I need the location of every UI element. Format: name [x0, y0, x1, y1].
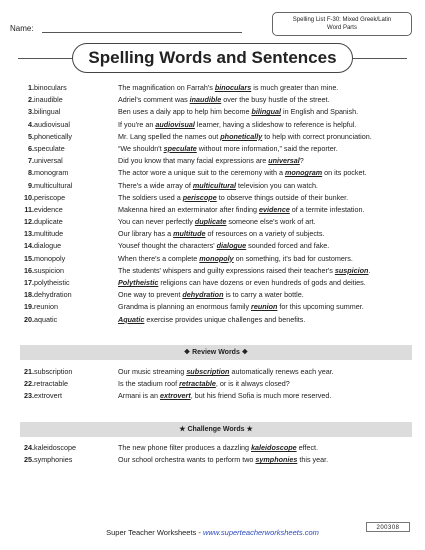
- sentence-keyword: Aquatic: [118, 314, 145, 324]
- sentence-after: , or is it always closed?: [215, 379, 290, 389]
- spelling-word: evidence: [34, 204, 63, 214]
- sentence-keyword: symphonies: [255, 455, 298, 465]
- spelling-list-subtitle: Word Parts: [327, 25, 357, 31]
- word-number: 21.: [24, 367, 34, 376]
- word-number: 23.: [24, 391, 34, 401]
- spelling-word: aquatic: [34, 314, 58, 324]
- sentence-keyword: audiovisual: [155, 119, 195, 129]
- sentence-after: this year.: [297, 455, 329, 465]
- sentence-after: on something, it's bad for customers.: [233, 253, 353, 263]
- spelling-word: extrovert: [34, 391, 62, 401]
- sentence-keyword: multicultural: [192, 180, 237, 190]
- worksheet-code: 200308: [366, 522, 410, 532]
- word-row: [20, 240, 412, 252]
- sentence-keyword: suspicion: [334, 265, 369, 275]
- word-number: 12.: [24, 217, 34, 227]
- review-word-list: [20, 366, 412, 403]
- spelling-word: polytheistic: [34, 278, 70, 287]
- word-row: [20, 204, 412, 216]
- sentence-before: Our library has a: [118, 229, 174, 239]
- sentence-before: Grandma is planning an enormous family: [118, 302, 252, 312]
- spelling-word: reunion: [34, 302, 58, 312]
- word-row: [20, 106, 412, 118]
- sentence-before: The new phone filter produces a dazzling: [118, 443, 252, 452]
- sentence-keyword: Polytheistic: [118, 278, 159, 287]
- word-number: 10.: [24, 192, 34, 202]
- spelling-word: monopoly: [34, 253, 66, 263]
- sentence-after: without more information,” said the reporter.: [196, 143, 338, 153]
- word-row: [20, 390, 412, 402]
- sentence-keyword: reunion: [251, 302, 278, 312]
- example-sentence: [118, 143, 338, 155]
- sentence-after: on its pocket.: [322, 168, 367, 178]
- sentence-after: , but his friend Sofia is much more reserved.: [190, 391, 332, 401]
- spelling-word: universal: [34, 156, 63, 166]
- word-number: 25.: [24, 455, 34, 465]
- sentence-before: “We shouldn't: [118, 143, 164, 153]
- example-sentence: [118, 131, 372, 143]
- word-row: [20, 442, 412, 454]
- example-sentence: [118, 228, 325, 240]
- example-sentence: [118, 442, 318, 454]
- spelling-word: symphonies: [34, 455, 73, 465]
- sentence-after: learner, having a slideshow to reference is helpful.: [194, 119, 357, 129]
- spelling-word: suspicion: [34, 265, 64, 275]
- name-line: [42, 32, 242, 33]
- sentence-keyword: inaudible: [189, 95, 222, 105]
- sentence-before: Our school orchestra wants to perform two: [118, 455, 256, 465]
- word-row: [20, 314, 412, 326]
- word-number: 22.: [24, 379, 34, 389]
- sentence-after: is much greater than mine.: [251, 83, 339, 92]
- title-rule-left: [18, 58, 74, 59]
- sentence-keyword: multitude: [173, 229, 206, 239]
- sentence-before: The soldiers used a: [118, 192, 183, 202]
- word-row: [20, 143, 412, 155]
- example-sentence: [118, 253, 353, 265]
- spelling-word: multitude: [34, 229, 64, 239]
- sentence-after: is to carry a water bottle.: [223, 290, 304, 300]
- word-row: [20, 454, 412, 466]
- example-sentence: [118, 119, 356, 131]
- spelling-word: subscription: [34, 367, 73, 376]
- word-number: 19.: [24, 302, 34, 312]
- sentence-after: ?: [299, 156, 304, 166]
- example-sentence: [118, 155, 304, 167]
- sentence-keyword: extrovert: [159, 391, 191, 401]
- example-sentence: [118, 265, 370, 277]
- sentence-after: of a termite infestation.: [289, 204, 365, 214]
- spelling-word: speculate: [34, 143, 65, 153]
- sentence-keyword: dehydration: [182, 290, 224, 300]
- word-number: 16.: [24, 265, 34, 275]
- sentence-after: effect.: [296, 443, 319, 452]
- sentence-keyword: subscription: [186, 367, 230, 376]
- sentence-before: Did you know that many facial expressions are: [118, 156, 269, 166]
- word-row: [20, 289, 412, 301]
- footer-site-link[interactable]: www.superteacherworksheets.com: [202, 528, 319, 537]
- spelling-word: monogram: [34, 168, 69, 178]
- example-sentence: [118, 94, 330, 106]
- spelling-word: bilingual: [34, 107, 61, 117]
- challenge-words-header: ★ Challenge Words ★: [20, 422, 412, 437]
- sentence-after: in English and Spanish.: [281, 107, 359, 117]
- sentence-before: When there's a complete: [118, 253, 200, 263]
- page-title: Spelling Words and Sentences: [72, 43, 353, 73]
- sentence-keyword: speculate: [163, 143, 197, 153]
- sentence-after: religions can have dozens or even hundreds of gods and deities.: [158, 278, 366, 287]
- word-number: 13.: [24, 229, 34, 239]
- sentence-before: Is the stadium roof: [118, 379, 180, 389]
- sentence-before: Adriel's comment was: [118, 95, 190, 105]
- sentence-before: Armani is an: [118, 391, 160, 401]
- word-number: 17.: [24, 278, 34, 287]
- word-row: [20, 94, 412, 106]
- spelling-list-box: [272, 12, 412, 36]
- sentence-before: There's a wide array of: [118, 180, 193, 190]
- example-sentence: [118, 240, 329, 252]
- sentence-before: Yousef thought the characters': [118, 241, 217, 251]
- word-number: 11.: [24, 204, 34, 214]
- sentence-before: The students' whispers and guilty expressions raised their teacher's: [118, 265, 335, 275]
- sentence-before: Ben uses a daily app to help him become: [118, 107, 252, 117]
- word-row: [20, 277, 412, 289]
- sentence-before: Makenna hired an exterminator after finding: [118, 204, 260, 214]
- spelling-word: binoculars: [34, 83, 67, 92]
- footer-brand: Super Teacher Worksheets -: [106, 528, 203, 537]
- word-row: [20, 119, 412, 131]
- sentence-before: Our music streaming: [118, 367, 187, 376]
- example-sentence: [118, 301, 364, 313]
- sentence-keyword: periscope: [182, 192, 217, 202]
- spelling-word: dehydration: [34, 290, 72, 300]
- example-sentence: [118, 366, 334, 378]
- sentence-after: automatically renews each year.: [229, 367, 334, 376]
- spelling-word: inaudible: [34, 95, 63, 105]
- word-row: [20, 366, 412, 378]
- sentence-after: for this upcoming summer.: [277, 302, 364, 312]
- name-label: Name:: [10, 24, 34, 33]
- word-number: 2.: [28, 95, 34, 105]
- word-row: [20, 253, 412, 265]
- word-row: [20, 378, 412, 390]
- example-sentence: [118, 314, 305, 326]
- sentence-after: .: [368, 265, 371, 275]
- sentence-keyword: duplicate: [194, 217, 227, 227]
- example-sentence: [118, 106, 358, 118]
- challenge-word-list: [20, 442, 412, 466]
- spelling-word: periscope: [34, 192, 66, 202]
- example-sentence: [118, 378, 290, 390]
- sentence-after: television you can watch.: [236, 180, 318, 190]
- example-sentence: [118, 167, 367, 179]
- word-row: [20, 192, 412, 204]
- sentence-keyword: universal: [268, 156, 300, 166]
- word-row: [20, 131, 412, 143]
- sentence-before: The magnification on Farrah's: [118, 83, 215, 92]
- sentence-keyword: bilingual: [251, 107, 281, 117]
- spelling-word: audiovisual: [34, 119, 70, 129]
- spelling-word: retractable: [34, 379, 68, 389]
- sentence-after: of resources on a variety of subjects.: [205, 229, 325, 239]
- word-number: 6.: [28, 143, 34, 153]
- word-number: 5.: [28, 131, 34, 141]
- word-number: 20.: [24, 314, 34, 324]
- sentence-before: Mr. Lang spelled the names out: [118, 131, 221, 141]
- word-row: [20, 301, 412, 313]
- sentence-after: to observe things outside of their bunker.: [216, 192, 349, 202]
- word-number: 3.: [28, 107, 34, 117]
- spelling-word: kaleidoscope: [34, 443, 76, 452]
- spelling-word: duplicate: [34, 217, 63, 227]
- sentence-keyword: evidence: [259, 204, 290, 214]
- sentence-after: exercise provides unique challenges and benefits.: [144, 314, 306, 324]
- example-sentence: [118, 204, 365, 216]
- word-number: 24.: [24, 443, 34, 452]
- sentence-keyword: monogram: [285, 168, 323, 178]
- example-sentence: [118, 454, 328, 466]
- word-number: 1.: [28, 83, 34, 92]
- sentence-before: One way to prevent: [118, 290, 183, 300]
- word-row: [20, 265, 412, 277]
- sentence-before: If you're an: [118, 119, 156, 129]
- example-sentence: [118, 180, 318, 192]
- word-row: [20, 180, 412, 192]
- sentence-keyword: monopoly: [199, 253, 234, 263]
- example-sentence: [118, 82, 338, 94]
- sentence-after: over the busy hustle of the street.: [221, 95, 330, 105]
- word-number: 18.: [24, 290, 34, 300]
- example-sentence: [118, 216, 316, 228]
- word-number: 9.: [28, 180, 34, 190]
- sentence-keyword: phonetically: [220, 131, 263, 141]
- title-rule-right: [351, 58, 407, 59]
- word-number: 8.: [28, 168, 34, 178]
- word-number: 4.: [28, 119, 34, 129]
- sentence-keyword: dialogue: [216, 241, 247, 251]
- example-sentence: [118, 390, 331, 402]
- word-row: [20, 82, 412, 94]
- sentence-before: You can never perfectly: [118, 217, 195, 227]
- spelling-word: dialogue: [34, 241, 62, 251]
- word-row: [20, 155, 412, 167]
- footer: [0, 528, 425, 537]
- word-row: [20, 228, 412, 240]
- example-sentence: [118, 192, 348, 204]
- sentence-after: someone else's work of art.: [226, 217, 316, 227]
- word-number: 7.: [28, 156, 34, 166]
- spelling-word: multicultural: [34, 180, 73, 190]
- word-number: 15.: [24, 253, 34, 263]
- spelling-list-title: Spelling List F-30: Mixed Greek/Latin: [292, 17, 392, 23]
- sentence-after: sounded forced and fake.: [246, 241, 330, 251]
- sentence-keyword: binoculars: [214, 83, 252, 92]
- review-words-header: ❖ Review Words ❖: [20, 345, 412, 360]
- sentence-before: The actor wore a unique suit to the ceremony with a: [118, 168, 285, 178]
- word-number: 14.: [24, 241, 34, 251]
- spelling-word-list: [20, 82, 412, 326]
- example-sentence: [118, 277, 366, 289]
- example-sentence: [118, 289, 304, 301]
- word-row: [20, 216, 412, 228]
- sentence-keyword: retractable: [179, 379, 216, 389]
- word-row: [20, 167, 412, 179]
- spelling-word: phonetically: [34, 131, 72, 141]
- sentence-keyword: kaleidoscope: [251, 443, 297, 452]
- sentence-after: to help with correct pronunciation.: [262, 131, 372, 141]
